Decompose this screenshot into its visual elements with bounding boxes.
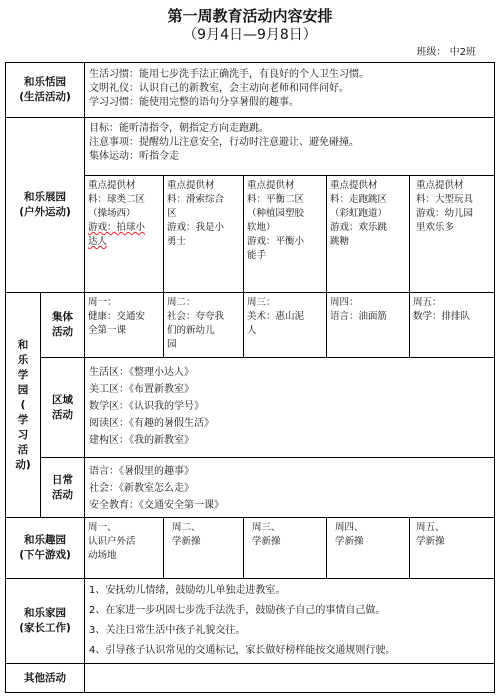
zone-line: （操场西） [88,208,136,219]
outdoor-zone-5 [409,175,495,293]
class-label: 班级： [416,47,447,58]
outdoor-zone-4 [326,175,410,293]
day-line: 学新操 [335,536,364,547]
zone-line: 游戏：欢乐跳 [330,222,388,233]
daily-activity-header [40,457,85,518]
daily-label-2: 活动 [52,488,73,501]
other-activity-content [84,663,495,693]
daily-line: 社会：《新教室怎么走》 [89,483,194,494]
home-line: 2、在家进一步巩固七步洗手法洗手，鼓励孩子自己的事情自己做。 [89,605,386,616]
day-line: 周四、 [335,522,364,533]
daily-line: 语言：《暑假里的趣事》 [89,466,194,477]
zone-line: 料：大型玩具 [416,194,474,205]
zone-line: 游戏：拍球小 [88,222,146,233]
zone-line: 勇士 [167,236,187,247]
day-line: 数学：排排队 [413,311,471,322]
outdoor-label-1: 和乐展园 [24,191,66,203]
page-title: 第一周教育活动内容安排 [167,7,333,25]
area-activity-header [40,357,85,458]
outdoor-line: 注意事项：提醒幼儿注意安全，行动时注意避让、避免碰撞。 [89,137,359,148]
zone-line: 里欢乐多 [416,222,455,233]
zone-line: 区 [167,208,177,219]
class-value: 中2班 [449,47,476,58]
area-line: 生活区：《整理小达人》 [89,367,194,378]
life-activity-content [84,62,495,118]
other-label: 其他活动 [24,671,66,684]
learning-label-char: 乐 [17,353,29,366]
area-label-2: 活动 [52,408,73,421]
learning-label-char: ( [20,398,26,411]
outdoor-activity-header [5,117,85,293]
learning-label-char: 园 [17,383,29,396]
zone-line: 游戏：幼儿园 [416,208,474,219]
zone-line: 重点提供材 [247,180,295,191]
area-line: 美工区：《布置新教室》 [89,384,194,395]
group-activity-header [40,292,85,358]
zone-line: 重点提供材 [416,180,464,191]
outdoor-zone-2 [163,175,244,293]
group-day-mon [84,292,164,358]
zone-line: 料：走跑跳区 [330,194,388,205]
area-line: 建构区：《我的新教室》 [89,435,194,446]
home-line: 4、引导孩子认识常见的交通标记，家长做好榜样能按交通规则行驶。 [89,645,396,656]
learning-label-char: 动) [15,458,31,471]
outdoor-label-2: (户外运动) [19,206,71,218]
learning-label-char: 习 [17,428,29,441]
day-line: 社会：夸夸我 [167,311,225,322]
zone-line: 软地） [247,222,276,233]
zone-line: 料：球类二区 [88,194,146,205]
day-line: 周四： [330,297,359,308]
play-day-wed [243,517,327,579]
zone-line: 重点提供材 [88,180,136,191]
day-line: 周二、 [172,522,201,533]
home-activity-content [84,578,495,664]
zone-line: （种植园塑胶 [247,208,305,219]
day-line: 学新操 [172,536,201,547]
home-label-1: 和乐家园 [24,607,66,619]
zone-line: 料：滑索综合 [167,194,225,205]
group-day-wed [243,292,327,358]
date-range: （9月4日—9月8日） [183,27,317,43]
play-day-mon [84,517,164,579]
play-label-1: 和乐趣园 [24,534,66,546]
life-line: 学习习惯：能使用完整的语句分享暑假的趣事。 [89,97,299,108]
zone-line: 跳糖 [330,236,350,247]
area-line: 阅读区：《有趣的暑假生活》 [89,418,214,429]
day-line: 认识户外活 [88,536,136,547]
life-label-1: 和乐恬园 [24,76,66,88]
outdoor-zone-1 [84,175,164,293]
daily-label-1: 日常 [52,473,73,486]
day-line: 美术：惠山泥 [247,311,305,322]
day-line: 学新操 [416,536,445,547]
day-line: 们的新幼儿 [167,325,215,336]
life-label-2: (生活活动) [19,91,71,103]
other-activity-header [5,663,85,693]
day-line: 周五： [413,297,442,308]
area-line: 数学区：《认识我的学号》 [89,401,204,412]
outdoor-line: 目标：能听清指令，朝指定方向走跑跳。 [89,123,269,134]
zone-line: 重点提供材 [167,180,215,191]
area-label-1: 区域 [52,393,73,406]
life-line: 生活习惯：能用七步洗手法正确洗手，有良好的个人卫生习惯。 [89,69,369,80]
play-activity-header [5,517,85,579]
day-line: 健康：交通安 [88,311,146,322]
life-activity-header [5,62,85,118]
area-activity-content [84,357,495,458]
group-day-thu [326,292,410,358]
play-day-tue [163,517,244,579]
group-label-1: 集体 [52,311,73,323]
group-day-tue [163,292,244,358]
day-line: 周一、 [88,522,117,533]
home-activity-header [5,578,85,664]
play-day-thu [326,517,410,579]
day-line: 周五、 [416,522,445,533]
class-info [416,46,476,60]
zone-line: 重点提供材 [330,180,378,191]
day-line: 园 [167,339,177,350]
play-day-fri [409,517,495,579]
home-line: 1、安抚幼儿情绪，鼓励幼儿单独走进教室。 [89,585,286,596]
day-line: 学新操 [252,536,281,547]
zone-line: （彩虹跑道） [330,208,388,219]
zone-line: 能手 [247,250,267,261]
learning-label-char: 学 [17,368,29,381]
daily-activity-content [84,457,495,518]
learning-label-char: 和 [17,338,29,351]
zone-line: 料：平衡二区 [247,194,305,205]
outdoor-line: 集体运动：听指令走 [89,151,179,162]
group-label-2: 活动 [52,326,73,338]
day-line: 语言：油面筋 [330,311,388,322]
home-label-2: (家长工作) [19,622,71,634]
learning-label-char: 活 [17,443,29,456]
day-line: 人 [247,325,257,336]
learning-label-char: 学 [17,413,29,426]
day-line: 周三： [247,297,276,308]
home-line: 3、关注日常生活中孩子礼貌交往。 [89,625,246,636]
zone-line: 达人 [88,236,108,247]
life-line: 文明礼仪：认识自己的新教室，会主动向老师和同伴问好。 [89,83,349,94]
day-line: 周三、 [252,522,281,533]
play-label-2: (下午游戏) [19,549,71,561]
day-line: 全第一课 [88,325,127,336]
day-line: 周一： [88,297,117,308]
outdoor-zone-3 [243,175,327,293]
learning-activity-header [5,292,41,518]
daily-line: 安全教育：《交通安全第一课》 [89,500,224,511]
day-line: 动场地 [88,550,117,561]
zone-line: 游戏：我是小 [167,222,225,233]
zone-line: 游戏：平衡小 [247,236,305,247]
day-line: 周二： [167,297,196,308]
group-day-fri [409,292,495,358]
